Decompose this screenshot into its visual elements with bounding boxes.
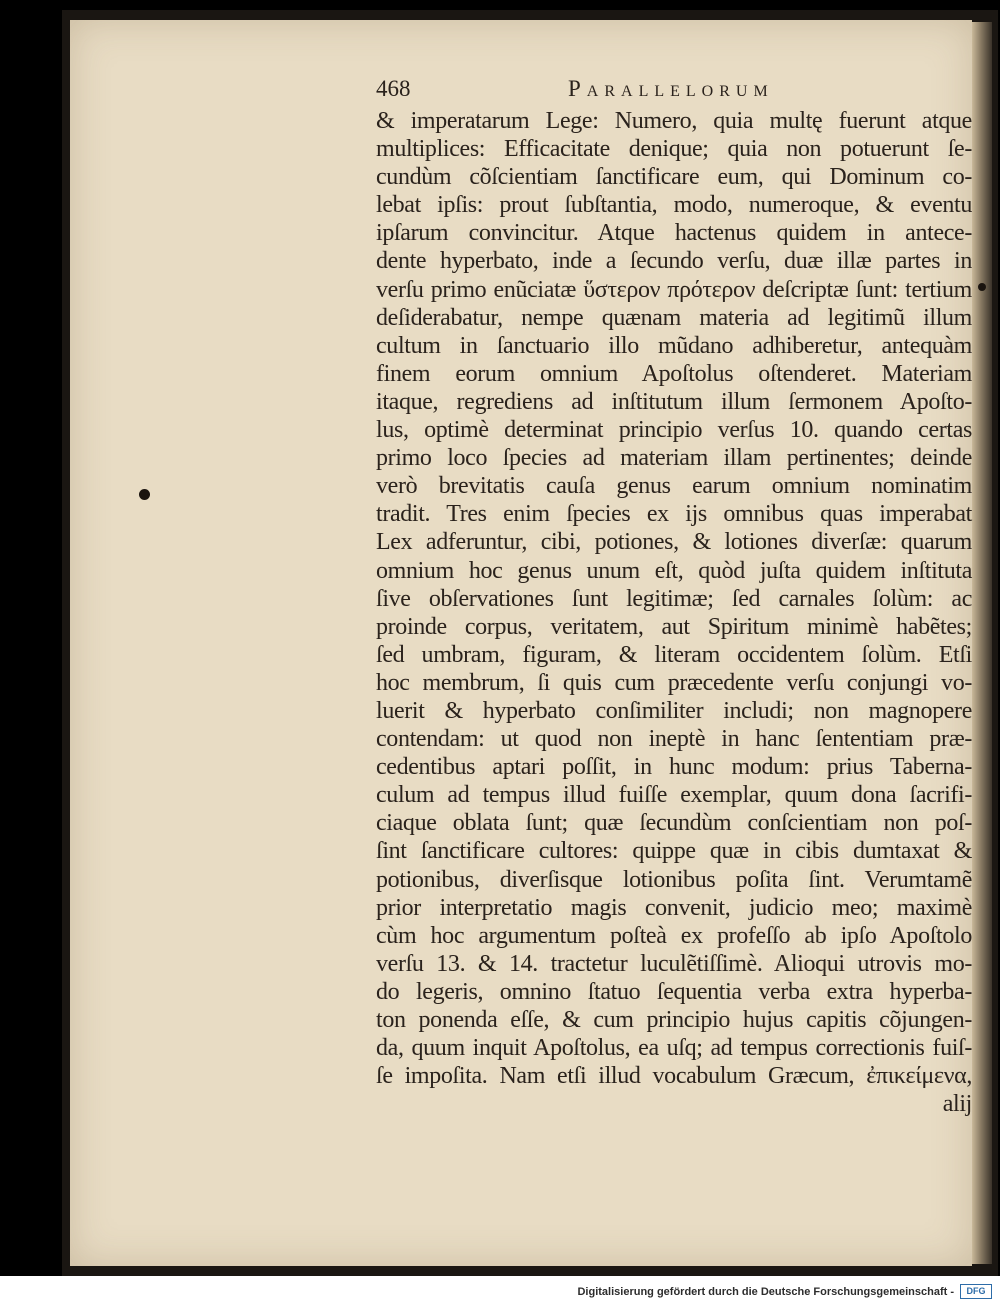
text-line: cùm hoc argumentum poſteà ex profeſſo ab ipſo Apoſtolo xyxy=(376,922,972,949)
text-line: & imperatarum Lege: Numero, quia multę fuerunt atque xyxy=(376,108,972,134)
text-line: verſu 13. & 14. tractetur luculẽtiſſimè. Alioqui utrovis mo- xyxy=(376,950,972,977)
text-line: verſu primo enũciatæ ὕστερον πρότερον deſcriptæ ſunt: tertium xyxy=(376,276,972,303)
text-line: ſed umbram, figuram, & literam occidentem ſolùm. Etſi xyxy=(376,641,972,668)
dfg-logo: DFG xyxy=(960,1284,992,1299)
text-line: da, quum inquit Apoſtolus, ea uſq; ad tempus correctionis fuiſ- xyxy=(376,1035,972,1062)
text-line: hoc membrum, ſi quis cum præcedente verſu conjungi vo- xyxy=(376,669,972,696)
text-line: primo loco ſpecies ad materiam illam pertinentes; deinde xyxy=(376,445,972,472)
text-line: Lex adferuntur, cibi, potiones, & lotiones diverſæ: quarum xyxy=(376,529,972,556)
text-line: ſint ſanctificare cultores: quippe quæ in cibis dumtaxat & xyxy=(376,838,972,865)
ink-dot-right xyxy=(978,283,986,291)
text-line: finem eorum omnium Apoſtolus oſtenderet. Materiam xyxy=(376,360,972,387)
footer-bar xyxy=(0,1276,1000,1305)
text-line: do legeris, omnino ſtatuo ſequentia verba extra hyperba- xyxy=(376,978,972,1005)
text-line: cundùm cõſcientiam ſanctificare eum, qui Dominum co- xyxy=(376,164,972,191)
catchword: alij xyxy=(942,1091,972,1118)
text-line: ſe impoſita. Nam etſi illud vocabulum Græcum, ἐπικείμενα, xyxy=(376,1063,972,1090)
text-line: culum ad tempus illud fuiſſe exemplar, quum dona ſacrifi- xyxy=(376,782,972,809)
text-line: verò brevitatis cauſa genus earum omnium nominatim xyxy=(376,473,972,500)
text-line: potionibus, diverſisque lotionibus poſita ſint. Verumtamẽ xyxy=(376,866,972,893)
text-line: deſiderabatur, nempe quænam materia ad legitimũ illum xyxy=(376,304,972,331)
text-line: ſive obſervationes ſunt legitimæ; ſed carnales ſolùm: ac xyxy=(376,585,972,612)
ink-dot-left xyxy=(139,489,150,500)
text-line: ton ponenda eſſe, & cum principio hujus capitis cõjungen- xyxy=(376,1007,972,1033)
text-line: tradit. Tres enim ſpecies ex ijs omnibus quas imperabat xyxy=(376,501,972,528)
text-line: multiplices: Efficacitate denique; quia non potuerunt ſe- xyxy=(376,136,972,163)
text-line: proinde corpus, veritatem, aut Spiritum minimè habẽtes; xyxy=(376,613,972,640)
page-number: 468 xyxy=(376,76,411,101)
page-edge xyxy=(972,22,992,1264)
text-line: dente hyperbato, inde a ſecundo verſu, duæ illæ partes in xyxy=(376,248,972,275)
text-line: itaque, regrediens ad inſtitutum illum ſermonem Apoſto- xyxy=(376,388,972,415)
text-line: luerit & hyperbato conſimiliter includi; non magnopere xyxy=(376,697,972,724)
text-line: prior interpretatio magis convenit, judicio meo; maximè xyxy=(376,894,972,921)
text-line: cedentibus aptari poſſit, in hunc modum: prius Taberna- xyxy=(376,754,972,781)
footer-credit: Digitalisierung gefördert durch die Deutsche Forschungsgemeinschaft - xyxy=(577,1286,954,1298)
text-line: omnium hoc genus unum eſt, quòd juſta quidem inſtituta xyxy=(376,557,972,584)
text-line: cultum in ſanctuario illo mũdano adhiberetur, antequàm xyxy=(376,332,972,359)
text-line: contendam: ut quod non ineptè in hanc ſententiam præ- xyxy=(376,726,972,753)
text-line: lus, optimè determinat principio verſus 10. quando certas xyxy=(376,417,972,444)
running-title: Parallelorum xyxy=(568,76,774,101)
body-text xyxy=(376,107,972,1118)
text-line: ciaque oblata ſunt; quæ ſecundùm conſcientiam non poſ- xyxy=(376,810,972,837)
page-header xyxy=(376,76,826,106)
text-line: ipſarum convincitur. Atque hactenus quidem in antece- xyxy=(376,220,972,247)
text-line: lebat ipſis: prout ſubſtantia, modo, numeroque, & eventu xyxy=(376,192,972,219)
